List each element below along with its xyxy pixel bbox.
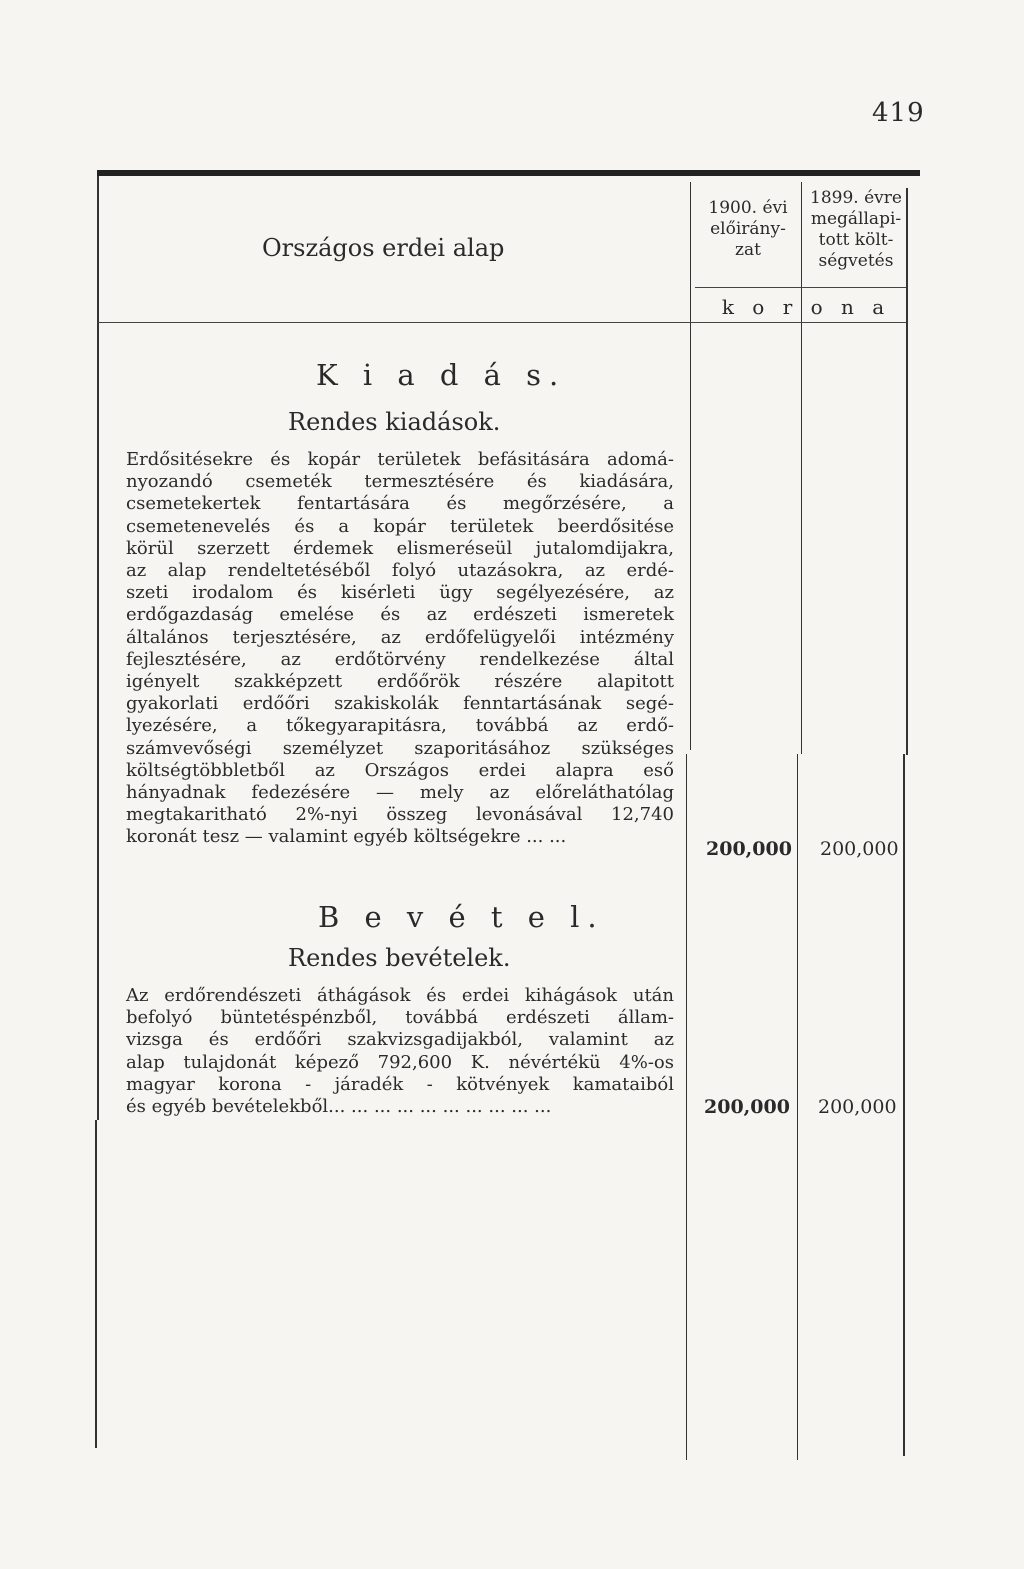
text-line: hányadnak fedezésére — mely az előreláthatólag — [126, 782, 674, 804]
text-line: csemetenevelés és a kopár területek beerdősitése — [126, 515, 674, 537]
column-divider-2-lower — [797, 1120, 798, 1460]
revenue-text — [126, 985, 674, 1118]
text-line: befolyó büntetéspénzből, továbbá erdészeti állam- — [126, 1007, 674, 1029]
revenue-subheading: Rendes bevételek. — [288, 944, 511, 972]
table-title: Országos erdei alap — [262, 234, 505, 262]
column-divider-1-lower — [686, 1120, 687, 1460]
unit-label: k o r o n a — [721, 295, 891, 319]
column-divider-1 — [690, 182, 691, 750]
expenditure-text — [126, 449, 674, 849]
text-line: gyakorlati erdőőri szakiskolák fenntartásának segé- — [126, 693, 674, 715]
column-header-1900: 1900. évi előirány- zat — [708, 198, 788, 260]
text-line: az alap rendeltetéséből folyó utazásokra, az erdé- — [126, 560, 674, 582]
text-line: Az erdőrendészeti áthágások és erdei kihágások után — [126, 985, 674, 1006]
text-line: szeti irodalom és kisérleti ügy segélyezésére, az — [126, 582, 674, 604]
right-border-lower — [903, 1120, 905, 1456]
page-number: 419 — [872, 98, 925, 128]
left-border-middle — [97, 754, 99, 1120]
text-line: költségtöbbletből az Országos erdei alapra eső — [126, 759, 674, 781]
text-line: csemetekertek fentartására és megőrzésére, a — [126, 493, 674, 515]
text-line: általános terjesztésére, az erdőfelügyelői intézmény — [126, 626, 674, 648]
text-line: igényelt szakképzett erdőőrök részére alapitott — [126, 671, 674, 693]
right-border — [906, 188, 908, 755]
column-divider-2 — [801, 182, 802, 754]
expenditure-subheading: Rendes kiadások. — [288, 408, 501, 436]
header-rule-unit — [695, 287, 906, 288]
text-line: nyozandó csemeték termesztésére és kiadására, — [126, 471, 674, 493]
text-line: lyezésére, a tőkegyarapitásra, továbbá az erdő- — [126, 715, 674, 737]
column-divider-1-middle — [686, 754, 687, 1120]
revenue-amount-1900: 200,000 — [704, 1096, 790, 1118]
text-line: megtakaritható 2%-nyi összeg levonásával 12,740 — [126, 804, 674, 826]
left-border — [97, 176, 99, 754]
text-line: magyar korona - járadék - kötvények kamataiból — [126, 1073, 674, 1095]
column-divider-2-middle — [797, 754, 798, 1120]
expenditure-heading: K i a d á s. — [316, 358, 567, 392]
revenue-heading: B e v é t e l. — [318, 900, 605, 934]
top-rule — [97, 170, 920, 176]
text-line: és egyéb bevételekből... ... ... ... ... ... ... ... ... ... — [126, 1096, 552, 1118]
left-border-lower — [95, 1120, 97, 1448]
text-line: erdőgazdaság emelése és az erdészeti ismeretek — [126, 604, 674, 626]
text-line: alap tulajdonát képező 792,600 K. névértékü 4%-os — [126, 1051, 674, 1073]
text-line: körül szerzett érdemek elismeréseül jutalomdijakra, — [126, 537, 674, 559]
right-border-middle — [903, 754, 905, 1120]
text-line: vizsga és erdőőri szakvizsgadijakból, valamint az — [126, 1029, 674, 1051]
expenditure-amount-1899: 200,000 — [820, 838, 899, 860]
text-line: számvevőségi személyzet szaporitásához szükséges — [126, 737, 674, 759]
column-header-1899: 1899. évre megállapi- tott költ- ségvetés — [810, 188, 902, 271]
header-rule-bottom — [97, 322, 906, 323]
text-line: koronát tesz — valamint egyéb költségekre ... ... — [126, 826, 567, 848]
revenue-amount-1899: 200,000 — [818, 1096, 897, 1118]
expenditure-amount-1900: 200,000 — [706, 838, 792, 860]
text-line: fejlesztésére, az erdőtörvény rendelkezése által — [126, 648, 674, 670]
text-line: Erdősitésekre és kopár területek befásitására adomá- — [126, 449, 674, 470]
